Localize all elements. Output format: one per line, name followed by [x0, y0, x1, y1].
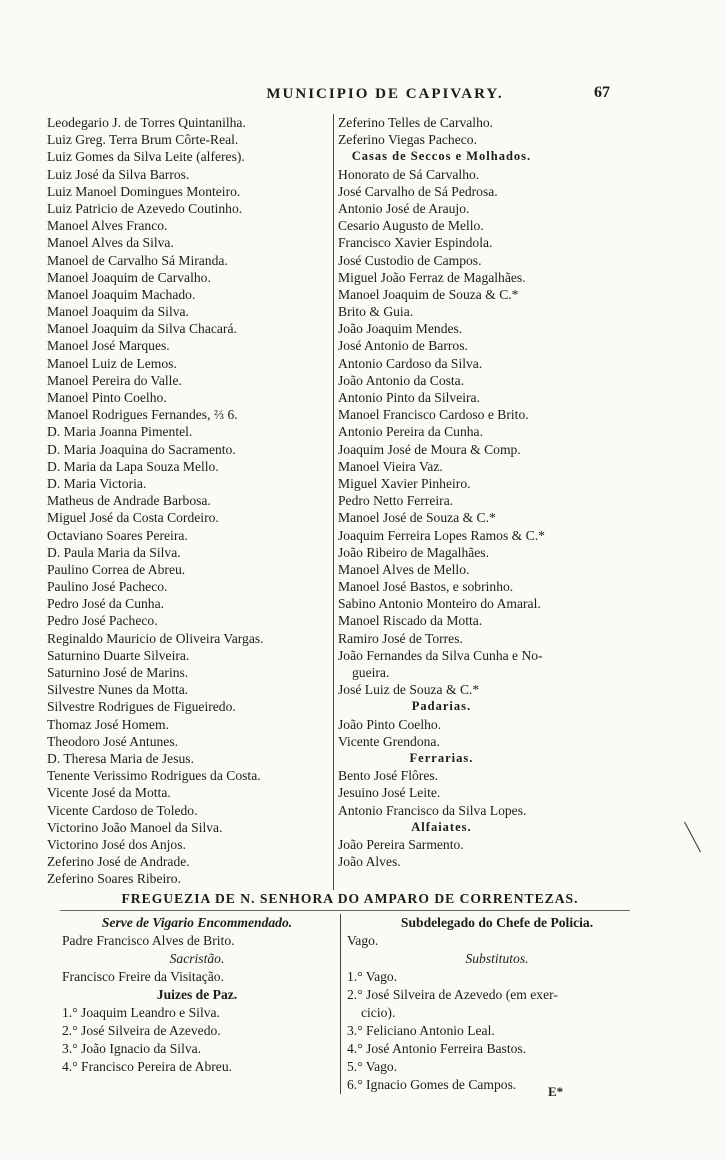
list-item: João Alves.: [338, 854, 401, 870]
list-item: Manoel Pereira do Valle.: [47, 372, 182, 388]
list-item: 4.° José Antonio Ferreira Bastos.: [347, 1041, 527, 1056]
list-item: João Pereira Sarmento.: [338, 836, 464, 852]
list-item: Brito & Guia.: [338, 304, 414, 320]
section-right-block: [340, 914, 647, 1094]
list-item: 1.° Joaquim Leandro e Silva.: [62, 1005, 220, 1020]
list-item: Vicente Grendona.: [338, 733, 440, 749]
list-item: José Custodio de Campos.: [338, 252, 482, 268]
list-item: Miguel João Ferraz de Magalhães.: [338, 269, 526, 285]
list-item: Ramiro José de Torres.: [338, 630, 463, 646]
list-item: Francisco Xavier Espindola.: [338, 235, 493, 251]
list-item: Victorino João Manoel da Silva.: [47, 819, 223, 835]
list-item: Antonio Pinto da Silveira.: [338, 390, 480, 405]
list-item: Joaquim José de Moura & Comp.: [338, 441, 521, 457]
list-item: João Fernandes da Silva Cunha e No-: [338, 647, 543, 663]
list-item: Manoel Joaquim da Silva.: [47, 304, 189, 320]
list-item: Luiz Gomes da Silva Leite (alferes).: [47, 149, 245, 165]
list-item: Miguel Xavier Pinheiro.: [338, 475, 471, 491]
list-item: Manoel Rodrigues Fernandes, ⅔ 6.: [47, 407, 238, 423]
list-item: José Carvalho de Sá Pedrosa.: [338, 183, 498, 199]
list-item: Luiz José da Silva Barros.: [47, 166, 190, 182]
heading-substitutos: Substitutos.: [465, 951, 529, 966]
list-item: Manoel José Marques.: [47, 338, 170, 354]
list-item: João Ribeiro de Magalhães.: [338, 544, 489, 560]
list-item: Joaquim Ferreira Lopes Ramos & C.*: [338, 527, 545, 543]
vigario-name: Padre Francisco Alves de Brito.: [62, 933, 235, 948]
left-column-list: [47, 114, 264, 887]
list-item: Tenente Verissimo Rodrigues da Costa.: [47, 768, 261, 784]
list-item: Zeferino José de Andrade.: [47, 854, 190, 870]
list-item: Zeferino Viegas Pacheco.: [338, 132, 477, 148]
list-item: Manoel Pinto Coelho.: [47, 390, 167, 405]
list-item: João Joaquim Mendes.: [338, 321, 463, 337]
list-item: João Antonio da Costa.: [338, 372, 465, 388]
list-item: Manoel Alves Franco.: [47, 218, 168, 234]
list-item: Manoel Riscado da Motta.: [338, 613, 483, 629]
stray-ink-mark: [684, 822, 701, 852]
page-number: 67: [594, 84, 610, 101]
list-item: 3.° João Ignacio da Silva.: [62, 1041, 202, 1056]
list-item: Luiz Patricio de Azevedo Coutinho.: [47, 200, 243, 216]
heading-sacristao: Sacristão.: [169, 951, 225, 966]
list-item: Jesuino José Leite.: [338, 785, 441, 801]
list-item: Manoel José Bastos, e sobrinho.: [338, 579, 514, 595]
list-item: Antonio Francisco da Silva Lopes.: [338, 802, 527, 818]
list-item: Zeferino Telles de Carvalho.: [338, 115, 494, 130]
list-item: D. Maria Joanna Pimentel.: [47, 424, 193, 440]
list-item: 5.° Vago.: [347, 1059, 398, 1074]
list-item: 1.° Vago.: [347, 969, 398, 984]
list-item: Saturnino José de Marins.: [47, 665, 189, 680]
list-item: 6.° Ignacio Gomes de Campos.: [347, 1077, 517, 1092]
list-item: José Antonio de Barros.: [338, 338, 468, 354]
list-item: D. Theresa Maria de Jesus.: [47, 750, 194, 766]
page-header: MUNICIPIO DE CAPIVARY.: [266, 86, 504, 102]
list-item: Leodegario J. de Torres Quintanilha.: [47, 115, 246, 130]
heading-ferrarias: Ferrarias.: [409, 750, 474, 765]
list-item: Manoel Luiz de Lemos.: [47, 355, 177, 371]
section-title: FREGUEZIA DE N. SENHORA DO AMPARO DE CORRENTEZAS.: [121, 891, 579, 906]
list-item: Luiz Manoel Domingues Monteiro.: [47, 183, 241, 199]
list-item: Manoel Joaquim de Souza & C.*: [338, 286, 519, 302]
list-item: Honorato de Sá Carvalho.: [338, 166, 480, 182]
list-item: José Luiz de Souza & C.*: [338, 682, 480, 698]
list-item: Saturnino Duarte Silveira.: [47, 647, 190, 663]
list-item: Manoel Vieira Vaz.: [338, 458, 443, 474]
list-item: Paulino Correa de Abreu.: [47, 561, 186, 577]
list-item: Manoel de Carvalho Sá Miranda.: [47, 252, 228, 268]
list-item: D. Maria Joaquina do Sacramento.: [47, 441, 236, 457]
list-item: Victorino José dos Anjos.: [47, 836, 186, 852]
list-item: Vicente José da Motta.: [47, 785, 171, 801]
list-item: D. Maria da Lapa Souza Mello.: [47, 458, 219, 474]
heading-alfaiates: Alfaiates.: [411, 819, 472, 834]
list-item: Pedro José Pacheco.: [47, 613, 158, 629]
heading-padarias: Padarias.: [411, 699, 472, 714]
list-item: Bento José Flôres.: [338, 768, 439, 784]
list-item: Manoel Francisco Cardoso e Brito.: [338, 407, 529, 423]
list-item: Pedro José da Cunha.: [47, 596, 165, 612]
list-item: Luiz Greg. Terra Brum Côrte-Real.: [47, 132, 239, 148]
list-item: Antonio José de Araujo.: [338, 200, 470, 216]
heading-secos-molhados: Casas de Seccos e Molhados.: [351, 149, 532, 164]
sacristao-name: Francisco Freire da Visitação.: [62, 969, 225, 984]
list-item: Antonio Cardoso da Silva.: [338, 355, 483, 371]
list-item: Thomaz José Homem.: [47, 716, 169, 732]
list-item: 3.° Feliciano Antonio Leal.: [347, 1023, 495, 1038]
list-item: Sabino Antonio Monteiro do Amaral.: [338, 596, 541, 612]
list-item: D. Paula Maria da Silva.: [47, 544, 181, 560]
heading-juizes: Juizes de Paz.: [156, 987, 238, 1002]
list-item: João Pinto Coelho.: [338, 716, 442, 732]
list-item: Zeferino Soares Ribeiro.: [47, 871, 182, 887]
list-item: Manoel Joaquim da Silva Chacará.: [47, 321, 237, 337]
list-item: D. Maria Victoria.: [47, 475, 147, 491]
heading-subdelegado: Subdelegado do Chefe de Policia.: [400, 915, 594, 930]
list-item: Manoel Alves da Silva.: [47, 235, 174, 251]
list-item: Matheus de Andrade Barbosa.: [47, 493, 211, 509]
list-item: Pedro Netto Ferreira.: [338, 493, 454, 509]
list-item: Reginaldo Mauricio de Oliveira Vargas.: [47, 630, 264, 646]
list-item: Antonio Pereira da Cunha.: [338, 424, 483, 440]
list-item: Manoel Joaquim Machado.: [47, 286, 196, 302]
list-item: Silvestre Rodrigues de Figueiredo.: [47, 699, 236, 715]
list-item: cicio).: [361, 1005, 396, 1020]
list-item: 2.° José Silveira de Azevedo (em exer-: [347, 987, 558, 1002]
list-item: 4.° Francisco Pereira de Abreu.: [62, 1059, 233, 1074]
list-item: Octaviano Soares Pereira.: [47, 527, 188, 543]
list-item: Manoel Joaquim de Carvalho.: [47, 269, 211, 285]
subdelegado-name: Vago.: [347, 933, 379, 948]
list-item: Theodoro José Antunes.: [47, 733, 179, 749]
list-item: Manoel José de Souza & C.*: [338, 510, 496, 526]
list-item: gueira.: [352, 665, 390, 680]
list-item: Vicente Cardoso de Toledo.: [47, 802, 198, 818]
right-column-list: [333, 114, 545, 890]
list-item: Manoel Alves de Mello.: [338, 561, 470, 577]
list-item: Miguel José da Costa Cordeiro.: [47, 510, 219, 526]
list-item: Paulino José Pacheco.: [47, 579, 168, 595]
list-item: 2.° José Silveira de Azevedo.: [62, 1023, 221, 1038]
divider: [60, 910, 630, 911]
heading-vigario: Serve de Vigario Encommendado.: [101, 915, 293, 930]
section-left-block: [62, 914, 332, 1076]
signature-mark: E*: [548, 1084, 564, 1099]
list-item: Cesario Augusto de Mello.: [338, 218, 484, 234]
list-item: Silvestre Nunes da Motta.: [47, 682, 189, 698]
